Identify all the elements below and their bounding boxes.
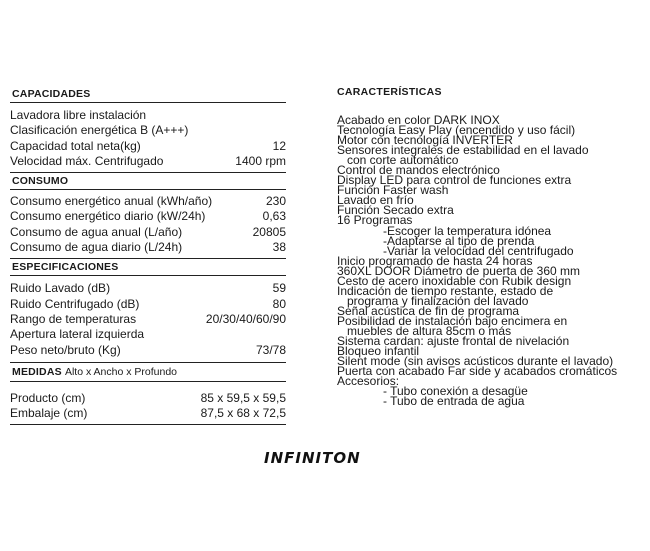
spec-value: 85 x 59,5 x 59,5 xyxy=(200,390,286,405)
consumo-section xyxy=(10,172,286,255)
feature-line: 360XL DOOR Diámetro de puerta de 360 mm xyxy=(337,263,581,278)
specs-column xyxy=(10,88,286,425)
feature-line: Tecnología Easy Play (encendido y uso fácil) xyxy=(337,123,576,138)
spec-label: Consumo energético diario (kW/24h) xyxy=(10,209,206,224)
feature-line: Indicación de tiempo restante, estado de xyxy=(337,283,554,298)
spec-row xyxy=(10,154,286,169)
spec-value: 0,63 xyxy=(262,209,286,224)
feature-line: muebles de altura 85cm o más xyxy=(347,323,512,338)
feature-line: Display LED para control de funciones extra xyxy=(337,173,572,188)
spec-row xyxy=(10,108,286,123)
feature-line: Sensores integrales de estabilidad en el lavado xyxy=(337,143,589,158)
spec-label: Consumo de agua anual (L/año) xyxy=(10,224,183,239)
spec-value: 20/30/40/60/90 xyxy=(205,311,286,326)
spec-value: 38 xyxy=(272,240,286,255)
feature-line: Posibilidad de instalación bajo encimera en xyxy=(337,313,568,328)
feature-line: Función Secado extra xyxy=(337,203,454,218)
spec-value: 87,5 x 68 x 72,5 xyxy=(200,406,286,421)
feature-line: -Escoger la temperatura idónea xyxy=(383,223,552,238)
feature-line: Inicio programado de hasta 24 horas xyxy=(337,253,533,268)
feature-line: -Variar la velocidad del centrifugado xyxy=(383,243,574,258)
feature-line: Puerta con acabado Far side y acabados cromáticos xyxy=(337,364,618,379)
capacidades-section xyxy=(10,88,286,169)
spec-row xyxy=(10,391,286,406)
spec-label: Ruido Centrifugado (dB) xyxy=(10,296,140,311)
spec-row xyxy=(10,123,286,138)
feature-line: Motor con tecnología INVERTER xyxy=(337,133,513,148)
feature-line: Bloqueo infantil xyxy=(337,344,420,359)
spec-value: 1400 rpm xyxy=(235,153,286,168)
spec-row xyxy=(10,297,286,312)
feature-line: 16 Programas xyxy=(337,213,413,228)
spec-row xyxy=(10,209,286,224)
spec-row xyxy=(10,194,286,209)
spec-label: Consumo energético anual (kWh/año) xyxy=(10,194,213,209)
feature-line: - Tubo de entrada de agua xyxy=(383,394,525,409)
brand-logo: INFINITON xyxy=(264,449,361,467)
spec-value: 20805 xyxy=(252,224,286,239)
spec-row xyxy=(10,312,286,327)
feature-line: programa y finalización del lavado xyxy=(347,293,529,308)
medidas-divider xyxy=(10,421,286,425)
feature-line: Señal acústica de fin de programa xyxy=(337,303,520,318)
caracteristicas-column xyxy=(337,86,637,409)
spec-label: Ruido Lavado (dB) xyxy=(10,281,111,296)
spec-label: Rango de temperaturas xyxy=(10,311,137,326)
spec-row xyxy=(10,327,286,342)
spec-value: 230 xyxy=(265,194,286,209)
feature-line: Función Faster wash xyxy=(337,183,449,198)
especificaciones-section xyxy=(10,258,286,357)
medidas-subtitle: Alto x Ancho x Profundo xyxy=(64,365,178,378)
feature-line: Lavado en frío xyxy=(337,193,414,208)
feature-line: - Tubo conexión a desagüe xyxy=(383,384,528,399)
spec-value: 12 xyxy=(272,138,286,153)
consumo-title: CONSUMO xyxy=(10,172,286,190)
feature-line: Cesto de acero inoxidable con Rubik design xyxy=(337,273,572,288)
spec-label: Embalaje (cm) xyxy=(10,406,88,421)
spec-label: Lavadora libre instalación xyxy=(10,108,147,122)
feature-line: con corte automático xyxy=(347,153,459,168)
spec-label: Clasificación energética B (A+++) xyxy=(10,123,189,138)
spec-row xyxy=(10,406,286,421)
spec-label: Velocidad máx. Centrifugado xyxy=(10,153,164,168)
medidas-title: MEDIDAS xyxy=(12,365,62,378)
capacidades-title: CAPACIDADES xyxy=(10,88,286,103)
feature-line: Acabado en color DARK INOX xyxy=(337,113,500,127)
spec-row xyxy=(10,139,286,154)
spec-label: Capacidad total neta(kg) xyxy=(10,138,141,153)
spec-label: Consumo de agua diario (L/24h) xyxy=(10,240,183,255)
especificaciones-title: ESPECIFICACIONES xyxy=(10,258,286,276)
feature-line: Accesorios: xyxy=(337,374,400,389)
caracteristicas-title: CARACTERÍSTICAS xyxy=(337,86,442,98)
feature-line: Control de mandos electrónico xyxy=(337,163,500,178)
spec-row xyxy=(10,240,286,255)
medidas-section xyxy=(10,362,286,426)
spec-label: Apertura lateral izquierda xyxy=(10,327,145,342)
medidas-header xyxy=(10,362,286,382)
feature-line: Sistema cardan: ajuste frontal de nivelación xyxy=(337,334,570,349)
spec-label: Producto (cm) xyxy=(10,390,86,405)
spec-row xyxy=(10,343,286,358)
spec-value: 80 xyxy=(272,296,286,311)
spec-row xyxy=(10,281,286,296)
spec-value: 59 xyxy=(272,281,286,296)
spec-label: Peso neto/bruto (Kg) xyxy=(10,342,121,357)
spec-row xyxy=(10,225,286,240)
feature-line: -Adaptarse al tipo de prenda xyxy=(383,233,535,248)
spec-value: 73/78 xyxy=(255,342,286,357)
feature-line: Silent mode (sin avisos acústicos durante el lavado) xyxy=(337,354,614,369)
